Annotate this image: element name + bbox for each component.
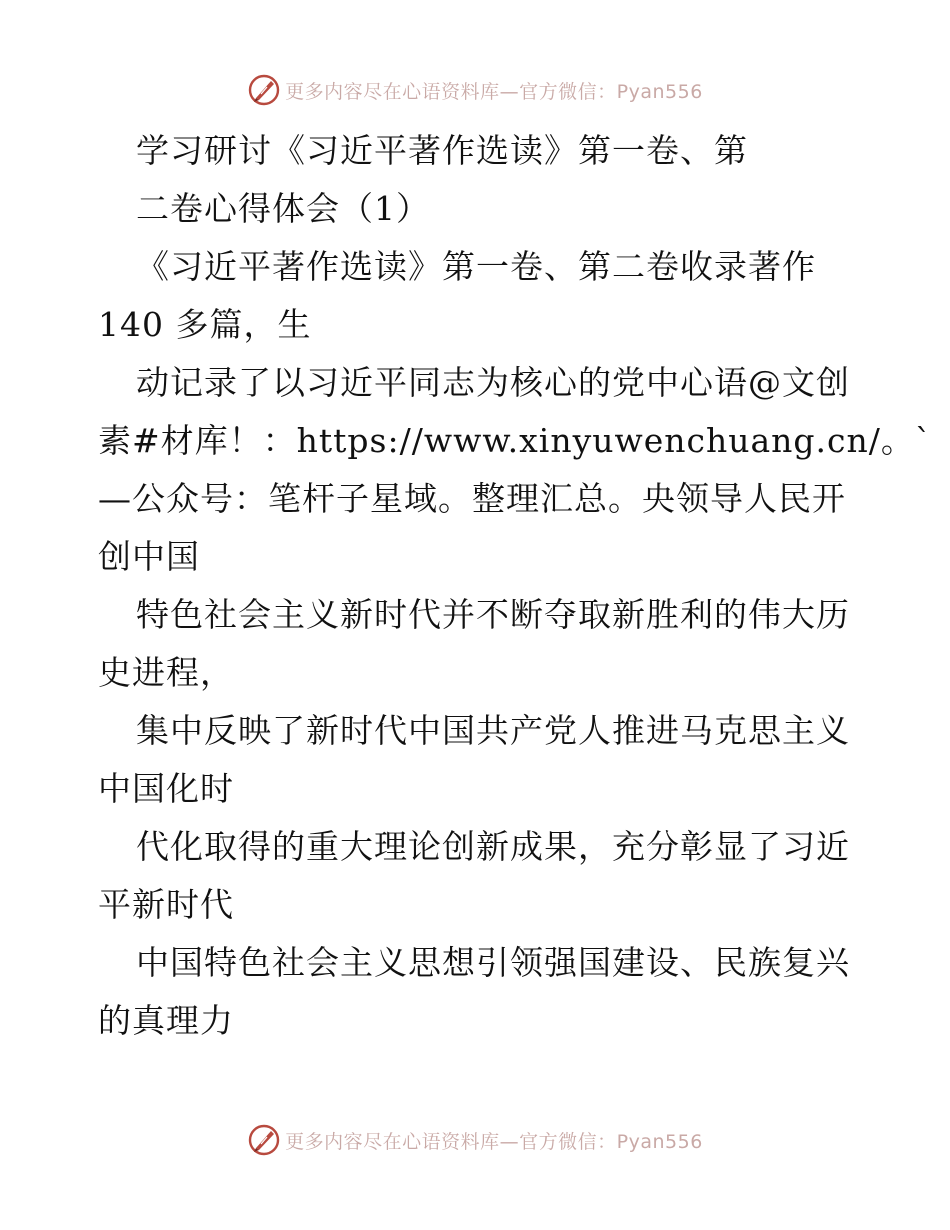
quill-pen-logo-icon: [247, 1123, 281, 1157]
body-line: 素#材库！：https://www.xinyuwenchuang.cn/。`: [98, 421, 933, 460]
body-line: 《习近平著作选读》第一卷、第二卷收录著作: [136, 247, 816, 286]
body-line: 中国特色社会主义思想引领强国建设、民族复兴: [136, 943, 850, 982]
body-line: 140 多篇，生: [98, 305, 312, 344]
body-line: 代化取得的重大理论创新成果，充分彰显了习近: [136, 827, 850, 866]
body-line: 中国化时: [98, 769, 234, 808]
footer-watermark-banner: [0, 1120, 950, 1160]
body-line: 创中国: [98, 537, 200, 576]
document-body: [98, 122, 933, 1050]
body-line: 动记录了以习近平同志为核心的党中心语@文创: [136, 363, 850, 402]
footer-banner-text: 更多内容尽在心语资料库—官方微信：Pyan556: [285, 1130, 703, 1153]
body-line: 集中反映了新时代中国共产党人推进马克思主义: [136, 711, 850, 750]
body-line: 的真理力: [98, 1001, 234, 1040]
header-watermark-banner: [0, 70, 950, 110]
title-line-2: 二卷心得体会（1）: [136, 189, 430, 228]
body-line: 平新时代: [98, 885, 234, 924]
header-banner-text: 更多内容尽在心语资料库—官方微信：Pyan556: [285, 80, 703, 103]
quill-pen-logo-icon: [247, 73, 281, 107]
title-line-1: 学习研讨《习近平著作选读》第一卷、第: [136, 131, 748, 170]
body-line: —公众号：笔杆子星域。整理汇总。央领导人民开: [98, 479, 846, 518]
body-line: 特色社会主义新时代并不断夺取新胜利的伟大历: [136, 595, 850, 634]
body-line: 史进程，: [98, 653, 234, 692]
